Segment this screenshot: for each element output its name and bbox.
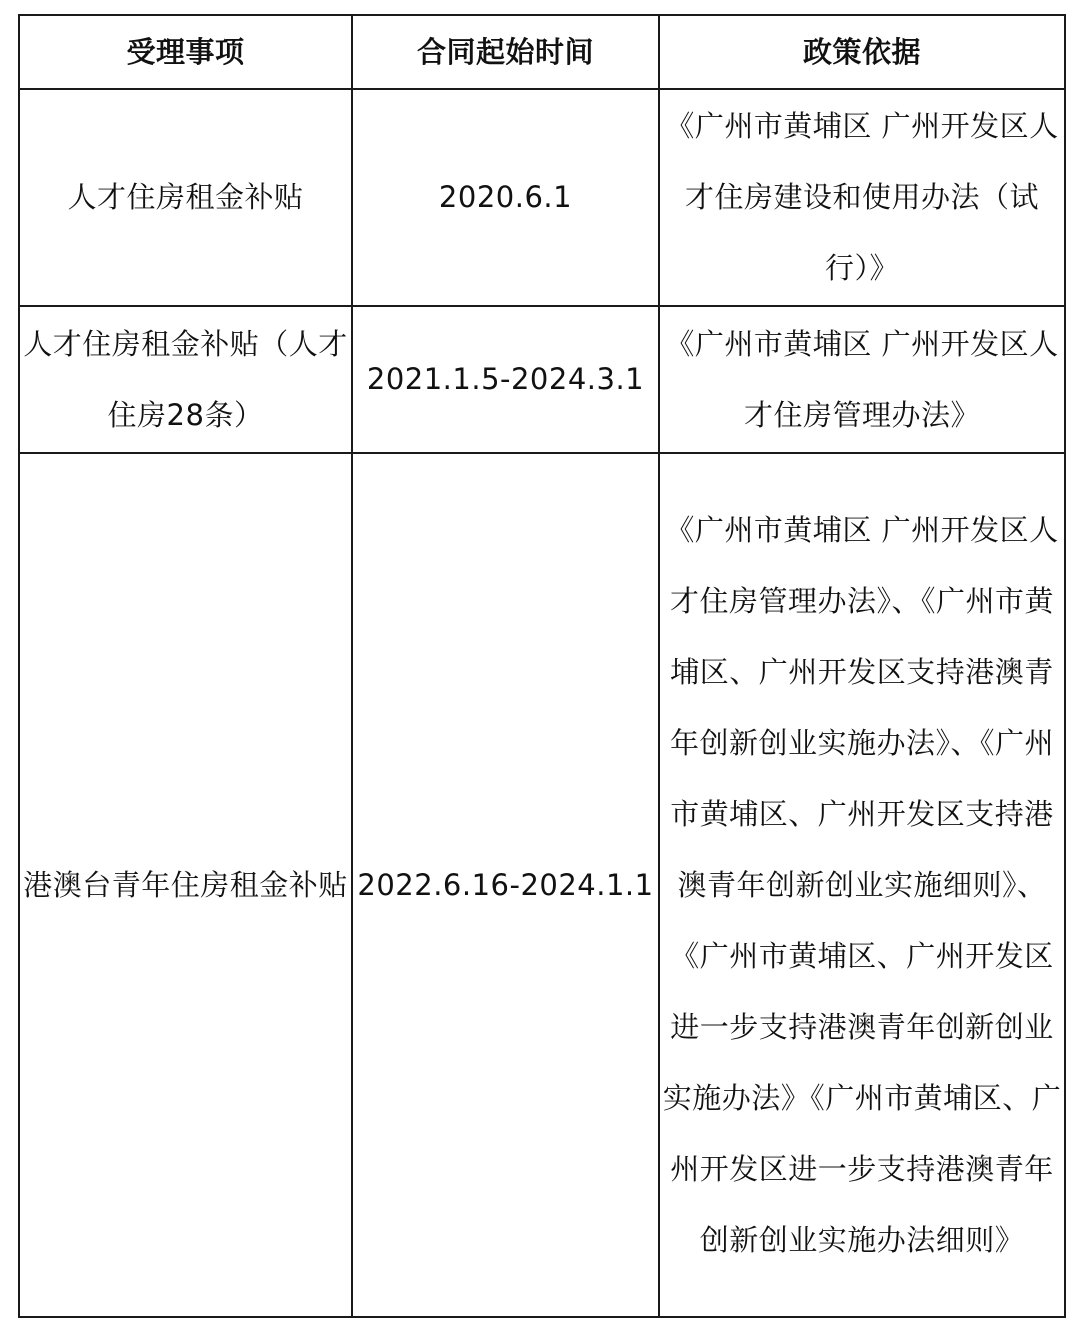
header-contract-start: 合同起始时间 [352, 15, 659, 89]
table-row [19, 453, 1065, 1317]
policy-cell: 《广州市黄埔区 广州开发区人才住房管理办法》、《广州市黄埔区、广州开发区支持港澳青年创新创业实施办法》、《广州市黄埔区、广州开发区支持港澳青年创新创业实施细则》、《广州市黄埔区、广州开发区进一步支持港澳青年创新创业实施办法》《广州市黄埔区、广州开发区进一步支持港澳青年创新创业实施办法细则》 [659, 453, 1065, 1317]
date-cell: 2020.6.1 [352, 89, 659, 306]
header-item: 受理事项 [19, 15, 352, 89]
policy-table [18, 14, 1066, 1318]
item-cell: 人才住房租金补贴 [19, 89, 352, 306]
table-header-row [19, 15, 1065, 89]
table-row [19, 306, 1065, 453]
policy-cell: 《广州市黄埔区 广州开发区人才住房管理办法》 [659, 306, 1065, 453]
policy-cell: 《广州市黄埔区 广州开发区人才住房建设和使用办法（试行）》 [659, 89, 1065, 306]
table-row [19, 89, 1065, 306]
header-policy-basis: 政策依据 [659, 15, 1065, 89]
date-cell: 2021.1.5-2024.3.1 [352, 306, 659, 453]
item-cell: 人才住房租金补贴（人才住房28条） [19, 306, 352, 453]
item-cell: 港澳台青年住房租金补贴 [19, 453, 352, 1317]
date-cell: 2022.6.16-2024.1.1 [352, 453, 659, 1317]
